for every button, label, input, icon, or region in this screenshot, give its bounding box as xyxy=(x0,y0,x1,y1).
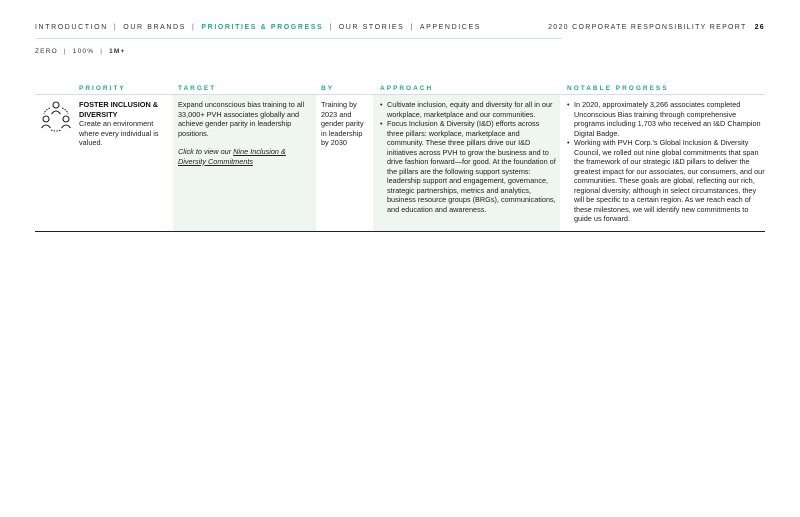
target-text: Expand unconscious bias training to all 33,000+ PVH associates globally and achieve gender parity in leadership positions. xyxy=(178,100,305,138)
nav-priorities-progress[interactable]: PRIORITIES & PROGRESS xyxy=(201,24,324,31)
subnav-zero[interactable]: ZERO xyxy=(35,48,58,55)
table-bottom-rule xyxy=(35,231,765,232)
report-title: 2020 CORPORATE RESPONSIBILITY REPORT xyxy=(548,24,747,31)
nav-our-brands[interactable]: OUR BRANDS xyxy=(123,24,186,31)
column-header-priority: PRIORITY xyxy=(79,85,126,92)
commitments-link[interactable]: Nine Inclusion & Diversity Commitments xyxy=(178,147,286,166)
subnav-100[interactable]: 100% xyxy=(72,48,95,55)
target-cell xyxy=(178,100,310,166)
subnav-separator: | xyxy=(63,48,67,55)
nav-divider xyxy=(35,38,562,39)
approach-cell xyxy=(380,100,557,214)
progress-item: • Working with PVH Corp.'s Global Inclusion & Diversity Council, we rolled out nine global commitments that span the framework of our strategic I&D pillars to deliver the greatest impact for our associates, our consumers, and our communities. These goals are global, reflecting our rich, regional diversity; although in select circumstances, they will be specific to a certain region. As we reach each of these milestones, we will identify new commitments to guide us forward. xyxy=(567,138,765,224)
nav-separator: | xyxy=(329,24,333,31)
subnav-separator: | xyxy=(100,48,104,55)
column-header-by: BY xyxy=(321,85,335,92)
page-number: 26 xyxy=(754,24,765,31)
top-navigation xyxy=(35,24,481,31)
progress-item: • In 2020, approximately 3,266 associates completed Unconscious Bias training through comprehensive programs including 1,703 who received an I&D Champion Digital Badge. xyxy=(567,100,765,138)
priority-title: FOSTER INCLUSION & DIVERSITY xyxy=(79,100,159,119)
column-header-target: TARGET xyxy=(178,85,217,92)
target-link-prefix: Click to view our xyxy=(178,147,234,156)
subnav-1m[interactable]: 1M+ xyxy=(109,48,126,55)
nav-appendices[interactable]: APPENDICES xyxy=(419,24,481,31)
priority-description: Create an environment where every individual is valued. xyxy=(79,119,159,147)
approach-item: • Cultivate inclusion, equity and diversity for all in our workplace, marketplace and our communities. xyxy=(380,100,557,119)
target-link-line xyxy=(178,147,310,166)
people-network-icon xyxy=(40,100,72,132)
by-cell: Training by 2023 and gender parity in leadership by 2030 xyxy=(321,100,364,147)
nav-introduction[interactable]: INTRODUCTION xyxy=(35,24,108,31)
progress-cell xyxy=(567,100,765,224)
nav-separator: | xyxy=(113,24,118,31)
priority-cell xyxy=(79,100,169,148)
nav-separator: | xyxy=(191,24,196,31)
report-header xyxy=(548,24,765,31)
column-header-approach: APPROACH xyxy=(380,85,434,92)
approach-item: • Focus Inclusion & Diversity (I&D) efforts across three pillars: workplace, marketplace and community. These three pillars drive our I&D initiatives across PVH to grow the business and to drive fashion forward—for good. At the foundation of the pillars are the following support systems: leadership support and engagement, governance, strategic partnerships, metrics and analytics, business resource groups (BRGs), communications, and education and awareness. xyxy=(380,119,557,214)
nav-our-stories[interactable]: OUR STORIES xyxy=(338,24,405,31)
nav-separator: | xyxy=(410,24,414,31)
column-header-notable-progress: NOTABLE PROGRESS xyxy=(567,85,669,92)
sub-navigation xyxy=(35,48,126,55)
